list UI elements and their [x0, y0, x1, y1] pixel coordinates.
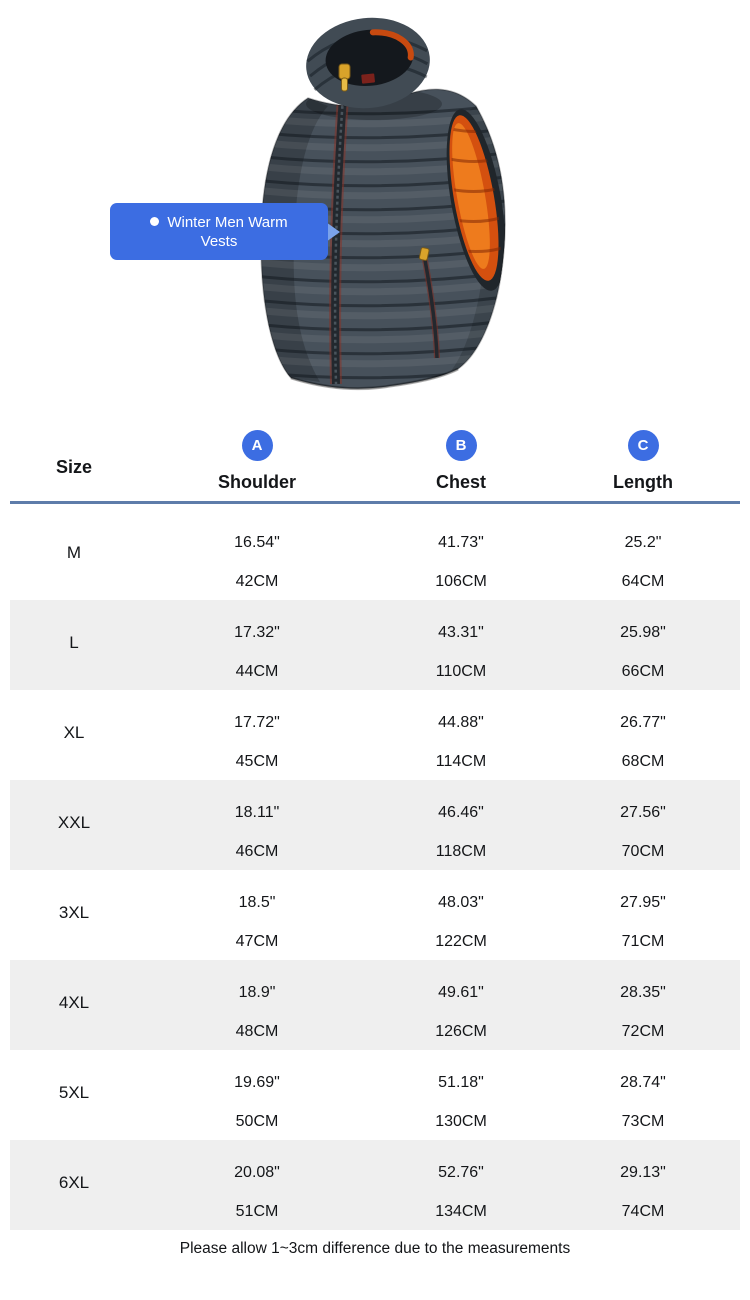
chest-inches: 44.88" [438, 714, 484, 731]
table-row [10, 960, 740, 1050]
chest-inches: 51.18" [438, 1074, 484, 1091]
shoulder-inches: 20.08" [234, 1164, 280, 1181]
chest-column-header [376, 420, 546, 501]
product-callout [110, 203, 328, 260]
shoulder-cm: 51CM [235, 1203, 279, 1220]
shoulder-inches: 16.54" [234, 534, 280, 551]
shoulder-cm: 44CM [235, 663, 279, 680]
length-inches: 25.98" [620, 624, 666, 641]
chest-cm: 110CM [435, 663, 487, 680]
size-table [10, 510, 740, 1230]
shoulder-cm: 50CM [235, 1113, 279, 1130]
size-label: L [69, 633, 79, 652]
length-inches: 28.74" [620, 1074, 666, 1091]
length-cm: 66CM [621, 663, 665, 680]
bullet-icon [150, 217, 159, 226]
table-row [10, 780, 740, 870]
table-row [10, 690, 740, 780]
table-row [10, 1140, 740, 1230]
table-row [10, 870, 740, 960]
chest-cm: 122CM [435, 933, 487, 950]
shoulder-cm: 42CM [235, 573, 279, 590]
length-cm: 71CM [621, 933, 665, 950]
chest-inches: 52.76" [438, 1164, 484, 1181]
callout-line-1 [110, 213, 328, 232]
chest-inches: 49.61" [438, 984, 484, 1001]
shoulder-column-header [138, 420, 376, 501]
chest-inches: 43.31" [438, 624, 484, 641]
length-cm: 64CM [621, 573, 665, 590]
chest-cm: 118CM [435, 843, 487, 860]
chest-cm: 134CM [435, 1203, 487, 1220]
shoulder-cm: 45CM [235, 753, 279, 770]
size-label: 4XL [58, 993, 90, 1012]
callout-text-line2: Vests [200, 233, 238, 250]
callout-text-line1: Winter Men Warm [167, 214, 288, 231]
table-row [10, 600, 740, 690]
header-divider [10, 501, 740, 504]
chest-cm: 130CM [435, 1113, 487, 1130]
length-cm: 74CM [621, 1203, 665, 1220]
shoulder-inches: 19.69" [234, 1074, 280, 1091]
table-row [10, 510, 740, 600]
length-label: Length [613, 472, 673, 492]
length-cm: 73CM [621, 1113, 665, 1130]
length-column-header [546, 420, 740, 501]
chest-cm: 114CM [435, 753, 487, 770]
shoulder-inches: 17.72" [234, 714, 280, 731]
length-inches: 28.35" [620, 984, 666, 1001]
chest-label: Chest [435, 472, 486, 492]
marker-a-icon [242, 430, 273, 461]
length-cm: 72CM [621, 1023, 665, 1040]
size-label: M [66, 543, 82, 562]
measurement-note: Please allow 1~3cm difference due to the measurements [179, 1240, 571, 1257]
size-label: 3XL [58, 903, 90, 922]
size-label: XXL [57, 813, 91, 832]
chest-inches: 48.03" [438, 894, 484, 911]
length-inches: 27.56" [620, 804, 666, 821]
size-label: XL [63, 723, 85, 742]
shoulder-cm: 48CM [235, 1023, 279, 1040]
vest-photo [248, 8, 533, 393]
size-label: 6XL [58, 1173, 90, 1192]
shoulder-inches: 18.9" [238, 984, 276, 1001]
shoulder-inches: 17.32" [234, 624, 280, 641]
table-row [10, 1050, 740, 1140]
shoulder-label: Shoulder [217, 472, 296, 492]
shoulder-inches: 18.11" [234, 804, 280, 821]
length-inches: 26.77" [620, 714, 666, 731]
size-label: 5XL [58, 1083, 90, 1102]
marker-c-letter: C [637, 437, 649, 454]
length-inches: 29.13" [620, 1164, 666, 1181]
shoulder-cm: 46CM [235, 843, 279, 860]
marker-a-letter: A [251, 437, 263, 454]
length-cm: 68CM [621, 753, 665, 770]
length-inches: 27.95" [620, 894, 666, 911]
length-cm: 70CM [621, 843, 665, 860]
marker-b-letter: B [455, 437, 467, 454]
marker-c-icon [628, 430, 659, 461]
size-column-header: Size [55, 457, 93, 477]
table-header [10, 420, 740, 501]
chest-cm: 106CM [435, 573, 487, 590]
marker-b-icon [446, 430, 477, 461]
chest-inches: 46.46" [438, 804, 484, 821]
chest-inches: 41.73" [438, 534, 484, 551]
chest-cm: 126CM [435, 1023, 487, 1040]
length-inches: 25.2" [624, 534, 662, 551]
shoulder-inches: 18.5" [238, 894, 276, 911]
shoulder-cm: 47CM [235, 933, 279, 950]
